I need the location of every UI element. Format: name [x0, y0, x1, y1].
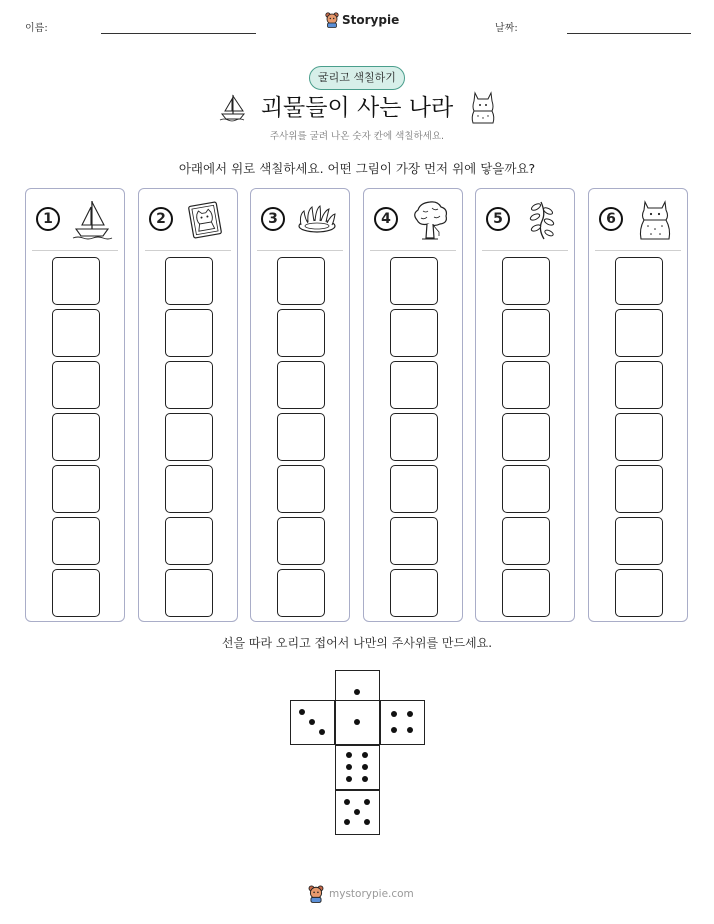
die-pip	[362, 752, 368, 758]
tree-icon	[408, 199, 452, 241]
die-pip	[362, 776, 368, 782]
coloring-cell[interactable]	[165, 413, 213, 461]
die-face-5	[335, 790, 380, 835]
coloring-cell[interactable]	[502, 361, 550, 409]
coloring-cell[interactable]	[165, 465, 213, 513]
die-face-4	[380, 700, 425, 745]
coloring-cell[interactable]	[615, 309, 663, 357]
column-number: 2	[149, 207, 173, 231]
coloring-cell[interactable]	[165, 361, 213, 409]
coloring-cell[interactable]	[52, 569, 100, 617]
coloring-cell[interactable]	[390, 465, 438, 513]
column-4	[363, 188, 463, 622]
coloring-cell[interactable]	[277, 257, 325, 305]
coloring-cell[interactable]	[277, 309, 325, 357]
column-number: 6	[599, 207, 623, 231]
column-number: 3	[261, 207, 285, 231]
name-label: 이름:	[25, 23, 48, 34]
die-pip	[354, 719, 360, 725]
die-pip	[354, 809, 360, 815]
die-face-1	[335, 700, 380, 745]
monster-book-icon	[183, 199, 227, 241]
bear-icon	[308, 885, 324, 903]
coloring-cell[interactable]	[165, 309, 213, 357]
column-2	[138, 188, 238, 622]
brand-logo	[325, 12, 399, 28]
die-pip	[407, 711, 413, 717]
coloring-cell[interactable]	[277, 517, 325, 565]
die-pip	[354, 689, 360, 695]
die-pip	[344, 819, 350, 825]
coloring-cell[interactable]	[502, 309, 550, 357]
coloring-cell[interactable]	[390, 361, 438, 409]
coloring-cell[interactable]	[390, 517, 438, 565]
column-1	[25, 188, 125, 622]
wolf-suit-icon	[466, 89, 500, 125]
die-pip	[391, 711, 397, 717]
die-pip	[364, 799, 370, 805]
coloring-cell[interactable]	[615, 257, 663, 305]
coloring-cell[interactable]	[502, 465, 550, 513]
brand-name: Storypie	[342, 13, 400, 27]
coloring-cell[interactable]	[52, 309, 100, 357]
coloring-cell[interactable]	[277, 413, 325, 461]
footer	[308, 885, 414, 903]
coloring-cell[interactable]	[52, 413, 100, 461]
die-pip	[391, 727, 397, 733]
die-pip	[407, 727, 413, 733]
coloring-cell[interactable]	[502, 257, 550, 305]
vine-icon	[520, 199, 564, 241]
die-pip	[346, 776, 352, 782]
coloring-cell[interactable]	[615, 569, 663, 617]
bear-icon	[325, 12, 339, 28]
date-field-line[interactable]	[567, 33, 691, 34]
column-number: 1	[36, 207, 60, 231]
die-face-3	[290, 700, 335, 745]
coloring-cell[interactable]	[615, 413, 663, 461]
coloring-cell[interactable]	[52, 465, 100, 513]
column-number: 5	[486, 207, 510, 231]
coloring-cell[interactable]	[165, 257, 213, 305]
activity-badge: 굴리고 색칠하기	[309, 66, 405, 90]
coloring-cell[interactable]	[390, 309, 438, 357]
column-number: 4	[374, 207, 398, 231]
coloring-cell[interactable]	[390, 413, 438, 461]
die-pip	[346, 752, 352, 758]
die-pip	[309, 719, 315, 725]
coloring-cell[interactable]	[502, 413, 550, 461]
name-field-line[interactable]	[101, 33, 256, 34]
page-title: 괴물들이 사는 나라	[260, 95, 454, 121]
coloring-cell[interactable]	[390, 257, 438, 305]
die-pip	[362, 764, 368, 770]
column-6	[588, 188, 688, 622]
coloring-cell[interactable]	[52, 361, 100, 409]
die-pip	[344, 799, 350, 805]
die-pip	[364, 819, 370, 825]
coloring-cell[interactable]	[277, 361, 325, 409]
footer-url: mystorypie.com	[329, 888, 414, 900]
sailboat-icon	[70, 199, 114, 241]
coloring-cell[interactable]	[615, 517, 663, 565]
coloring-instruction: 아래에서 위로 색칠하세요. 어떤 그림이 가장 먼저 위에 닿을까요?	[178, 161, 536, 176]
date-label: 날짜:	[495, 23, 518, 34]
coloring-cell[interactable]	[165, 569, 213, 617]
coloring-cell[interactable]	[165, 517, 213, 565]
column-5	[475, 188, 575, 622]
coloring-cell[interactable]	[615, 465, 663, 513]
coloring-cell[interactable]	[502, 517, 550, 565]
coloring-cell[interactable]	[390, 569, 438, 617]
coloring-cell[interactable]	[615, 361, 663, 409]
die-pip	[319, 729, 325, 735]
die-pip	[346, 764, 352, 770]
coloring-cell[interactable]	[277, 465, 325, 513]
column-3	[250, 188, 350, 622]
coloring-cell[interactable]	[502, 569, 550, 617]
wolf-suit-icon	[633, 199, 677, 241]
crown-icon	[295, 199, 339, 241]
die-pip	[299, 709, 305, 715]
dice-instruction: 선을 따라 오리고 접어서 나만의 주사위를 만드세요.	[221, 636, 493, 650]
die-face-6	[335, 745, 380, 790]
coloring-cell[interactable]	[52, 517, 100, 565]
page-subtitle: 주사위를 굴려 나온 숫자 칸에 색칠하세요.	[269, 131, 445, 142]
coloring-cell[interactable]	[52, 257, 100, 305]
coloring-cell[interactable]	[277, 569, 325, 617]
